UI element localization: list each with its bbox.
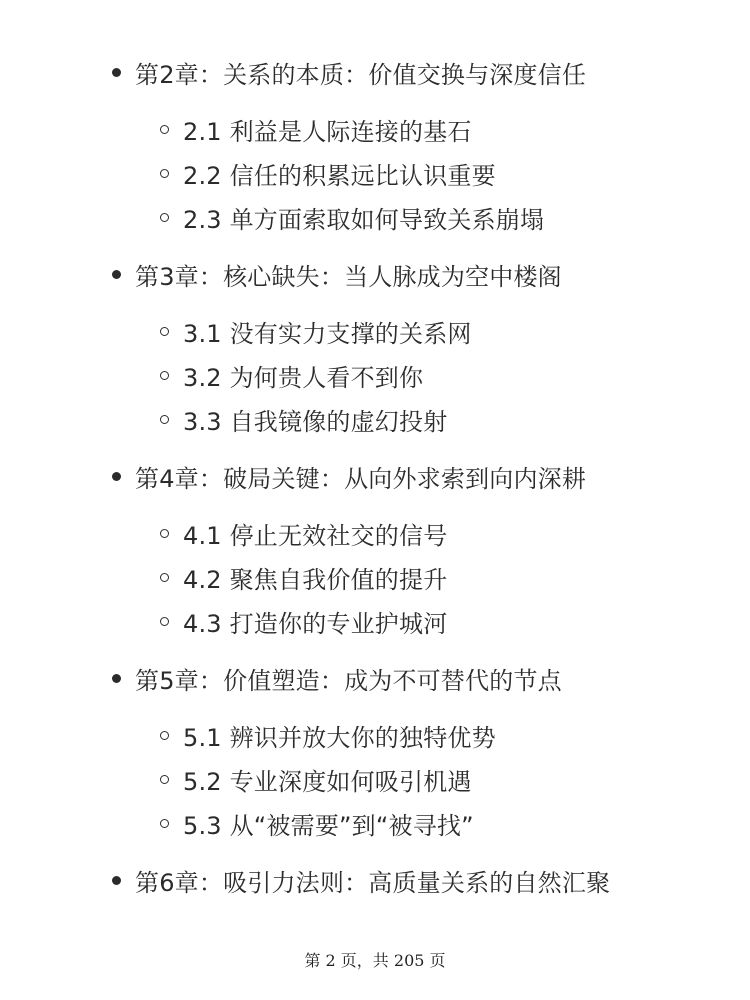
chapter-item-6	[112, 862, 610, 898]
section-item-3-2	[160, 357, 423, 393]
chapter-title: 第2章：关系的本质：价值交换与深度信任	[135, 60, 587, 89]
bullet-circle-icon	[160, 775, 169, 784]
bullet-circle-icon	[160, 125, 169, 134]
bullet-disc-icon	[112, 674, 121, 683]
bullet-circle-icon	[160, 617, 169, 626]
bullet-disc-icon	[112, 68, 121, 77]
bullet-circle-icon	[160, 327, 169, 336]
chapter-title: 第3章：核心缺失：当人脉成为空中楼阁	[135, 262, 562, 291]
section-title: 4.2 聚焦自我价值的提升	[183, 565, 448, 594]
section-title: 3.1 没有实力支撑的关系网	[183, 319, 472, 348]
section-title: 5.2 专业深度如何吸引机遇	[183, 767, 472, 796]
bullet-disc-icon	[112, 270, 121, 279]
chapter-item-5	[112, 660, 562, 696]
bullet-disc-icon	[112, 876, 121, 885]
section-title: 5.1 辨识并放大你的独特优势	[183, 723, 496, 752]
section-item-3-1	[160, 313, 472, 349]
section-item-4-3	[160, 603, 447, 639]
section-item-2-2	[160, 155, 496, 191]
chapter-title: 第4章：破局关键：从向外求索到向内深耕	[135, 464, 587, 493]
bullet-circle-icon	[160, 529, 169, 538]
section-title: 2.2 信任的积累远比认识重要	[183, 161, 496, 190]
section-title: 4.1 停止无效社交的信号	[183, 521, 448, 550]
chapter-item-2	[112, 54, 586, 90]
section-title: 2.3 单方面索取如何导致关系崩塌	[183, 205, 545, 234]
section-title: 3.3 自我镜像的虚幻投射	[183, 407, 448, 436]
section-item-4-1	[160, 515, 447, 551]
bullet-circle-icon	[160, 819, 169, 828]
section-item-5-2	[160, 761, 472, 797]
bullet-circle-icon	[160, 169, 169, 178]
bullet-circle-icon	[160, 371, 169, 380]
bullet-circle-icon	[160, 731, 169, 740]
section-item-5-1	[160, 717, 496, 753]
bullet-circle-icon	[160, 415, 169, 424]
section-title: 4.3 打造你的专业护城河	[183, 609, 448, 638]
page-number-footer: 第 2 页，共 205 页	[304, 951, 446, 970]
bullet-circle-icon	[160, 573, 169, 582]
chapter-title: 第6章：吸引力法则：高质量关系的自然汇聚	[135, 868, 611, 897]
section-title: 3.2 为何贵人看不到你	[183, 363, 424, 392]
chapter-item-4	[112, 458, 586, 494]
section-item-2-3	[160, 199, 544, 235]
section-item-2-1	[160, 111, 472, 147]
bullet-circle-icon	[160, 213, 169, 222]
section-item-4-2	[160, 559, 447, 595]
chapter-item-3	[112, 256, 562, 292]
section-item-3-3	[160, 401, 447, 437]
section-item-5-3	[160, 805, 474, 841]
section-title: 2.1 利益是人际连接的基石	[183, 117, 472, 146]
section-title: 5.3 从“被需要”到“被寻找”	[183, 811, 474, 840]
bullet-disc-icon	[112, 472, 121, 481]
chapter-title: 第5章：价值塑造：成为不可替代的节点	[135, 666, 562, 695]
